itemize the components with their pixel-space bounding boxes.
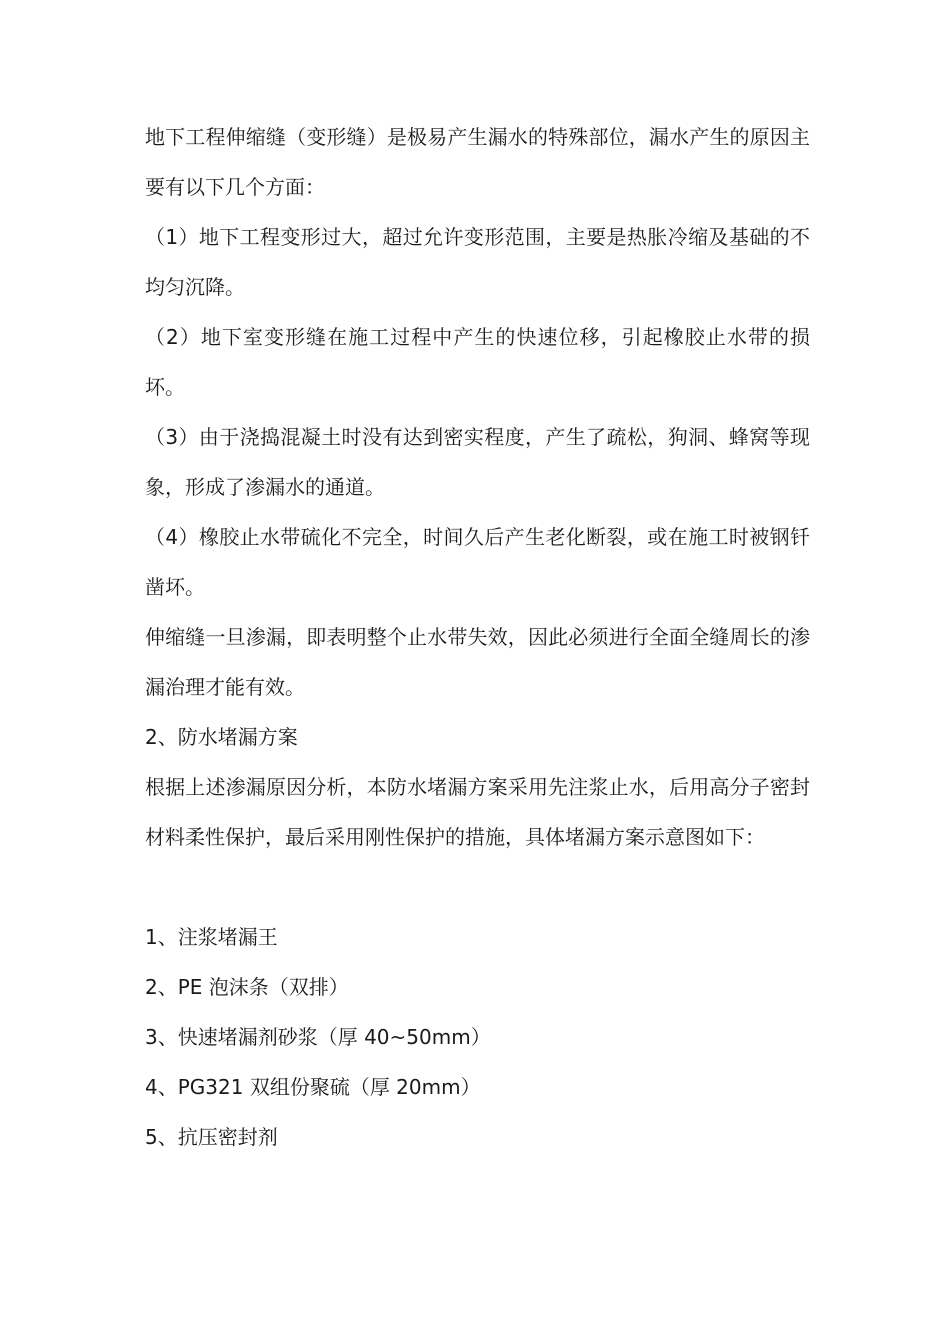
section-heading: 2、防水堵漏方案 xyxy=(145,725,298,749)
legend-item: 4、PG321 双组份聚硫（厚 20mm） xyxy=(145,1075,481,1099)
legend-item: 5、抗压密封剂 xyxy=(145,1125,278,1149)
legend-item: 3、快速堵漏剂砂浆（厚 40~50mm） xyxy=(145,1025,491,1049)
intro-paragraph: 地下工程伸缩缝（变形缝）是极易产生漏水的特殊部位，漏水产生的原因主要有以下几个方面： xyxy=(145,125,810,199)
cause-1-paragraph: （1）地下工程变形过大，超过允许变形范围，主要是热胀冷缩及基础的不均匀沉降。 xyxy=(145,225,810,299)
conclusion-paragraph: 伸缩缝一旦渗漏，即表明整个止水带失效，因此必须进行全面全缝周长的渗漏治理才能有效。 xyxy=(145,625,810,699)
legend-item: 2、PE 泡沫条（双排） xyxy=(145,975,349,999)
diagram-legend xyxy=(145,912,810,1162)
diagram-placeholder-space xyxy=(145,862,810,912)
legend-item: 1、注浆堵漏王 xyxy=(145,925,278,949)
cause-3-paragraph: （3）由于浇捣混凝土时没有达到密实程度，产生了疏松，狗洞、蜂窝等现象，形成了渗漏水的通道。 xyxy=(145,425,810,499)
document-body xyxy=(145,112,810,1162)
cause-4-paragraph: （4）橡胶止水带硫化不完全，时间久后产生老化断裂，或在施工时被钢钎凿坏。 xyxy=(145,525,810,599)
cause-2-paragraph: （2）地下室变形缝在施工过程中产生的快速位移，引起橡胶止水带的损坏。 xyxy=(145,325,810,399)
plan-paragraph: 根据上述渗漏原因分析，本防水堵漏方案采用先注浆止水，后用高分子密封材料柔性保护，最后采用刚性保护的措施，具体堵漏方案示意图如下： xyxy=(145,775,810,849)
